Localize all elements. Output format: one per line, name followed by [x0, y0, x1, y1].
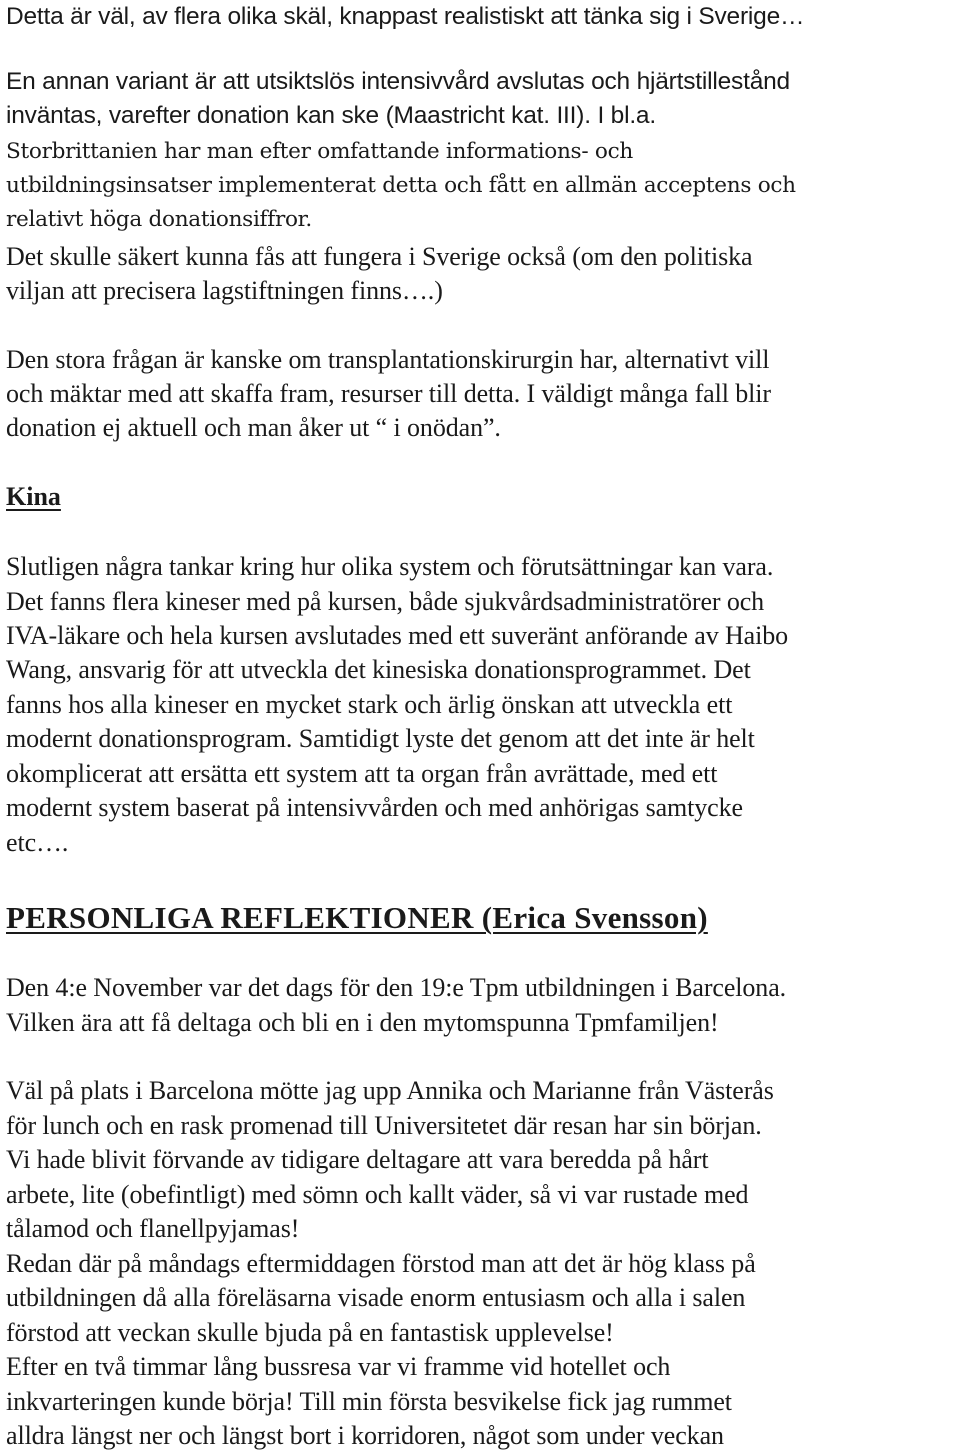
text-line: Det skulle säkert kunna fås att fungera i Sverige också (om den politiska	[6, 242, 753, 271]
text-line: Detta är väl, av flera olika skäl, knappast realistiskt att tänka sig i Sverige…	[6, 3, 805, 30]
text-line: donation ej aktuell och man åker ut “ i onödan”.	[6, 413, 501, 442]
text-line: Efter en två timmar lång bussresa var vi framme vid hotellet och	[6, 1352, 671, 1381]
text-line: inväntas, varefter donation kan ske (Maastricht kat. III). I bl.a.	[6, 102, 656, 129]
text-line: arbete, lite (obefintligt) med sömn och kallt väder, så vi var rustade med	[6, 1180, 749, 1209]
text-line: Det fanns flera kineser med på kursen, både sjukvårdsadministratörer och	[6, 587, 765, 616]
text-line: IVA-läkare och hela kursen avslutades med ett suveränt anförande av Haibo	[6, 621, 789, 650]
text-line: modernt donationsprogram. Samtidigt lyste det genom att det inte är helt	[6, 724, 755, 753]
section-heading-reflections: PERSONLIGA REFLEKTIONER (Erica Svensson)	[6, 900, 708, 935]
text-line: En annan variant är att utsiktslös intensivvård avslutas och hjärtstillestånd	[6, 68, 790, 95]
text-line: relativt höga donationsiffror.	[6, 207, 312, 232]
text-line: och mäktar med att skaffa fram, resurser till detta. I väldigt många fall blir	[6, 379, 771, 408]
text-line: viljan att precisera lagstiftningen finns….)	[6, 276, 443, 305]
text-line: Storbrittanien har man efter omfattande informations- och	[6, 139, 634, 164]
text-line: förstod att veckan skulle bjuda på en fantastisk upplevelse!	[6, 1318, 614, 1347]
text-line: Wang, ansvarig för att utveckla det kinesiska donationsprogrammet. Det	[6, 655, 751, 684]
section-heading-kina: Kina	[6, 482, 61, 511]
text-line: tålamod och flanellpyjamas!	[6, 1214, 300, 1243]
text-line: Redan där på måndags eftermiddagen förstod man att det är hög klass på	[6, 1249, 756, 1278]
text-line: fanns hos alla kineser en mycket stark och ärlig önskan att utveckla ett	[6, 690, 733, 719]
text-line: utbildningen då alla föreläsarna visade enorm entusiasm och alla i salen	[6, 1283, 746, 1312]
text-line: modernt system baserat på intensivvården och med anhörigas samtycke	[6, 793, 743, 822]
text-line: etc….	[6, 828, 69, 857]
text-line: utbildningsinsatser implementerat detta och fått en allmän acceptens och	[6, 173, 796, 198]
text-line: okomplicerat att ersätta ett system att ta organ från avrättade, med ett	[6, 759, 718, 788]
text-line: för lunch och en rask promenad till Universitetet där resan har sin början.	[6, 1111, 762, 1140]
text-line: alldra längst ner och längst bort i korridoren, något som under veckan	[6, 1421, 724, 1450]
text-line: Vi hade blivit förvande av tidigare deltagare att vara beredda på hårt	[6, 1145, 709, 1174]
text-line: Vilken ära att få deltaga och bli en i den mytomspunna Tpmfamiljen!	[6, 1008, 719, 1037]
text-line: Den stora frågan är kanske om transplantationskirurgin har, alternativt vill	[6, 345, 770, 374]
text-line: Slutligen några tankar kring hur olika system och förutsättningar kan vara.	[6, 552, 774, 581]
text-line: Den 4:e November var det dags för den 19:e Tpm utbildningen i Barcelona.	[6, 973, 787, 1002]
text-line: inkvarteringen kunde börja! Till min första besvikelse fick jag rummet	[6, 1387, 732, 1416]
text-line: Väl på plats i Barcelona mötte jag upp Annika och Marianne från Västerås	[6, 1076, 774, 1105]
